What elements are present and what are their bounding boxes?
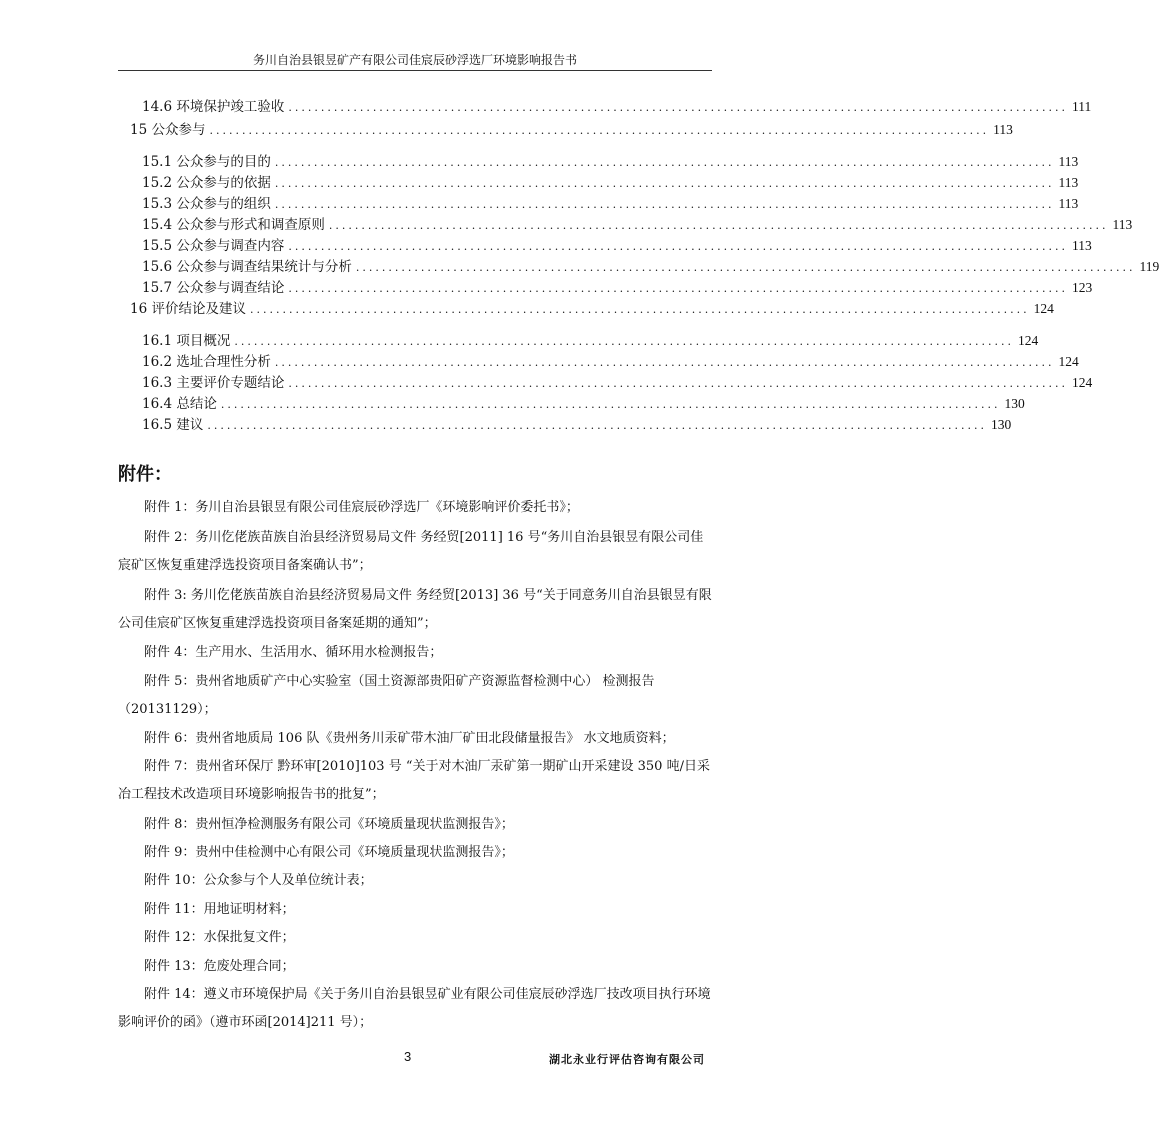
toc-leader: ........................................................................................................................ [207,419,987,432]
toc-page: 113 [993,122,1013,137]
toc-page: 123 [1071,280,1093,295]
toc-page: 113 [1071,238,1092,253]
toc-entry[interactable] [142,192,1079,212]
toc-label: 15.4 公众参与形式和调查原则 [142,217,325,233]
attachment-item: 附件 12：水保批复文件； [144,930,295,945]
toc-leader: ........................................................................................................................ [220,398,1001,411]
header-rule [118,70,712,71]
toc-page: 130 [1004,396,1025,411]
toc-entry[interactable] [142,350,1079,370]
footer-company: 湖北永业行评估咨询有限公司 [549,1053,705,1066]
toc-leader: ........................................................................................................................ [288,101,1068,114]
toc-entry[interactable] [142,95,1092,115]
toc-label: 16.5 建议 [142,417,204,433]
toc-page: 124 [1071,375,1093,390]
toc-page: 124 [1058,354,1079,369]
toc-entry[interactable] [142,171,1079,191]
attachment-item: 附件 4：生产用水、生活用水、循环用水检测报告； [144,645,443,660]
toc-entry[interactable] [142,150,1079,170]
toc-entry[interactable] [130,297,1054,317]
toc-label: 15.3 公众参与的组织 [142,196,271,212]
toc-label: 16.3 主要评价专题结论 [142,375,285,391]
attachments-heading: 附件： [118,464,172,485]
toc-entry[interactable] [142,392,1025,412]
toc-page: 113 [1058,154,1079,169]
attachment-item: 附件 2：务川仡佬族苗族自治县经济贸易局文件 务经贸[2011] 16 号“务川自治县银昱有限公司佳宸矿区恢复重建浮选投资项目备案确认书”； [118,530,704,573]
toc-label: 15.7 公众参与调查结论 [142,280,285,296]
toc-label: 14.6 环境保护竣工验收 [142,99,285,115]
toc-page: 130 [990,417,1012,432]
attachment-item: 附件 3: 务川仡佬族苗族自治县经济贸易局文件 务经贸[2013] 36 号“关于同意务川自治县银昱有限公司佳宸矿区恢复重建浮选投资项目备案延期的通知”； [118,588,712,631]
toc-leader: ........................................................................................................................ [328,219,1109,232]
attachment-item: 附件 11：用地证明材料； [144,902,295,917]
toc-leader: ........................................................................................................................ [274,356,1055,369]
toc-leader: ........................................................................................................................ [249,303,1030,316]
toc-leader: ........................................................................................................................ [274,156,1055,169]
toc-label: 16.1 项目概况 [142,333,231,349]
toc-leader: ........................................................................................................................ [274,198,1055,211]
toc-leader: ........................................................................................................................ [234,335,1014,348]
page-number: 3 [404,1049,412,1064]
toc-label: 15.5 公众参与调查内容 [142,238,285,254]
page-header: 务川自治县银昱矿产有限公司佳宸辰砂浮选厂环境影响报告书 [252,53,577,67]
toc-page: 113 [1058,175,1079,190]
attachment-item: 附件 7：贵州省环保厅 黔环审[2010]103 号 “关于对木油厂汞矿第一期矿山开采建设 350 吨/日采冶工程技术改造项目环境影响报告书的批复”； [118,759,710,802]
toc-entry[interactable] [130,118,1013,138]
toc-page: 119 [1139,259,1159,274]
attachment-item: 附件 6：贵州省地质局 106 队《贵州务川汞矿带木油厂矿田北段储量报告》 水文地质资料； [144,731,675,746]
attachment-item: 附件 10：公众参与个人及单位统计表； [144,873,373,888]
toc-leader: ........................................................................................................................ [288,282,1068,295]
attachment-item: 附件 5：贵州省地质矿产中心实验室（国土资源部贵阳矿产资源监督检测中心） 检测报告（20131129）； [118,674,655,717]
toc-leader: ........................................................................................................................ [274,177,1055,190]
attachment-item: 附件 13：危废处理合同； [144,959,295,974]
attachment-item: 附件 8：贵州恒净检测服务有限公司《环境质量现状监测报告》； [144,817,514,832]
toc-leader: ........................................................................................................................ [209,124,990,137]
toc-entry[interactable] [142,329,1039,349]
attachment-item: 附件 9：贵州中佳检测中心有限公司《环境质量现状监测报告》； [144,845,514,860]
toc-label: 16.2 选址合理性分析 [142,354,271,370]
toc-page: 124 [1017,333,1039,348]
toc-entry[interactable] [142,234,1092,254]
toc-label: 15.2 公众参与的依据 [142,175,271,191]
toc-page: 113 [1058,196,1079,211]
toc-leader: ........................................................................................................................ [288,377,1068,390]
toc-label: 15.6 公众参与调查结果统计与分析 [142,259,352,275]
attachment-item: 附件 1：务川自治县银昱有限公司佳宸辰砂浮选厂《环境影响评价委托书》； [144,500,579,515]
toc-label: 16 评价结论及建议 [130,301,246,317]
toc-label: 16.4 总结论 [142,396,217,412]
toc-leader: ........................................................................................................................ [355,261,1136,274]
toc-page: 111 [1071,99,1092,114]
toc-label: 15.1 公众参与的目的 [142,154,271,170]
toc-entry[interactable] [142,255,1159,275]
toc-page: 124 [1033,301,1054,316]
toc-entry[interactable] [142,213,1133,233]
toc-page: 113 [1112,217,1133,232]
toc-leader: ........................................................................................................................ [288,240,1068,253]
toc-entry[interactable] [142,371,1093,391]
toc-entry[interactable] [142,276,1093,296]
toc-label: 15 公众参与 [130,122,206,138]
attachment-item: 附件 14：遵义市环境保护局《关于务川自治县银昱矿业有限公司佳宸辰砂浮选厂技改项目执行环境影响评价的函》（遵市环函[2014]211 号）； [118,987,711,1030]
toc-entry[interactable] [142,413,1012,433]
